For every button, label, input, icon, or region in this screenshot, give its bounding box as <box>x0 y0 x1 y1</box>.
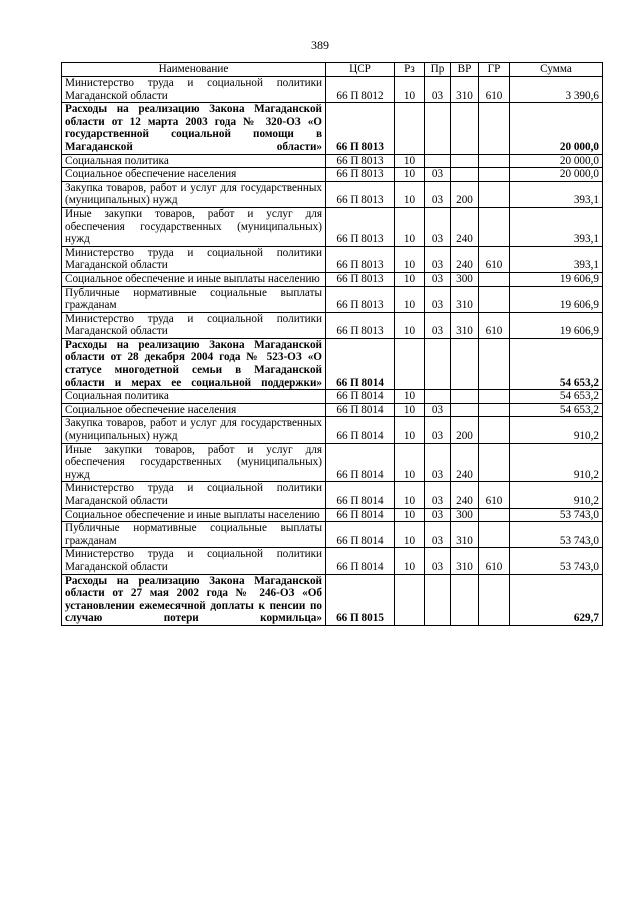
header-rz: Рз <box>395 63 425 77</box>
cell-gr: 610 <box>479 312 510 338</box>
cell-pr: 03 <box>425 508 451 522</box>
cell-rz: 10 <box>395 390 425 404</box>
budget-table <box>61 62 603 626</box>
cell-name: Расходы на реализацию Закона Магаданской области от 27 мая 2002 года № 246-ОЗ «Об установлении ежемесячной доплаты к пенсии по случаю потери кормильца» <box>62 574 326 625</box>
cell-sum: 54 653,2 <box>510 403 603 417</box>
cell-name: Иные закупки товаров, работ и услуг для обеспечения государственных (муниципальных) нужд <box>62 443 326 482</box>
cell-rz <box>395 574 425 625</box>
cell-csr: 66 П 8013 <box>326 246 395 272</box>
cell-name: Социальная политика <box>62 390 326 404</box>
cell-name: Закупка товаров, работ и услуг для государственных (муниципальных) нужд <box>62 181 326 207</box>
cell-gr <box>479 168 510 182</box>
table-row <box>62 168 603 182</box>
cell-csr: 66 П 8013 <box>326 168 395 182</box>
cell-pr: 03 <box>425 417 451 443</box>
header-pr: Пр <box>425 63 451 77</box>
table-row <box>62 246 603 272</box>
cell-sum: 393,1 <box>510 207 603 246</box>
cell-vr <box>451 168 479 182</box>
cell-pr <box>425 103 451 154</box>
cell-name: Социальное обеспечение и иные выплаты населению <box>62 508 326 522</box>
table-row <box>62 403 603 417</box>
cell-pr: 03 <box>425 312 451 338</box>
cell-pr: 03 <box>425 548 451 574</box>
cell-name: Министерство труда и социальной политики Магаданской области <box>62 77 326 103</box>
cell-gr <box>479 508 510 522</box>
cell-pr: 03 <box>425 272 451 286</box>
table-header <box>62 63 603 77</box>
cell-vr: 240 <box>451 443 479 482</box>
cell-csr: 66 П 8014 <box>326 508 395 522</box>
cell-gr <box>479 443 510 482</box>
cell-sum: 53 743,0 <box>510 508 603 522</box>
cell-vr: 200 <box>451 181 479 207</box>
cell-sum: 393,1 <box>510 246 603 272</box>
cell-rz: 10 <box>395 482 425 508</box>
cell-gr: 610 <box>479 77 510 103</box>
table-row <box>62 390 603 404</box>
cell-pr: 03 <box>425 522 451 548</box>
cell-csr: 66 П 8014 <box>326 482 395 508</box>
cell-vr: 240 <box>451 207 479 246</box>
header-sum: Сумма <box>510 63 603 77</box>
cell-rz: 10 <box>395 522 425 548</box>
cell-rz: 10 <box>395 154 425 168</box>
cell-name: Министерство труда и социальной политики Магаданской области <box>62 312 326 338</box>
cell-rz: 10 <box>395 168 425 182</box>
cell-csr: 66 П 8013 <box>326 286 395 312</box>
table-row <box>62 443 603 482</box>
cell-name: Социальное обеспечение и иные выплаты населению <box>62 272 326 286</box>
cell-pr: 03 <box>425 443 451 482</box>
cell-gr <box>479 286 510 312</box>
cell-name: Министерство труда и социальной политики Магаданской области <box>62 482 326 508</box>
cell-sum: 910,2 <box>510 443 603 482</box>
cell-name: Публичные нормативные социальные выплаты гражданам <box>62 286 326 312</box>
cell-gr <box>479 207 510 246</box>
cell-gr: 610 <box>479 482 510 508</box>
cell-gr <box>479 272 510 286</box>
cell-vr: 310 <box>451 312 479 338</box>
table-row <box>62 154 603 168</box>
cell-sum: 54 653,2 <box>510 338 603 389</box>
cell-sum: 20 000,0 <box>510 168 603 182</box>
table-row <box>62 207 603 246</box>
cell-pr: 03 <box>425 168 451 182</box>
cell-gr <box>479 181 510 207</box>
cell-gr <box>479 417 510 443</box>
cell-csr: 66 П 8014 <box>326 390 395 404</box>
cell-rz: 10 <box>395 443 425 482</box>
cell-csr: 66 П 8014 <box>326 417 395 443</box>
cell-pr: 03 <box>425 207 451 246</box>
cell-vr: 300 <box>451 272 479 286</box>
cell-rz: 10 <box>395 403 425 417</box>
cell-pr: 03 <box>425 181 451 207</box>
table-row <box>62 181 603 207</box>
cell-vr: 300 <box>451 508 479 522</box>
cell-rz: 10 <box>395 77 425 103</box>
cell-vr: 240 <box>451 482 479 508</box>
table-body <box>62 77 603 626</box>
cell-name: Социальное обеспечение населения <box>62 403 326 417</box>
cell-pr: 03 <box>425 286 451 312</box>
page-number: 389 <box>311 38 329 52</box>
cell-csr: 66 П 8012 <box>326 77 395 103</box>
cell-csr: 66 П 8013 <box>326 154 395 168</box>
cell-rz: 10 <box>395 548 425 574</box>
cell-vr: 200 <box>451 417 479 443</box>
cell-name: Иные закупки товаров, работ и услуг для обеспечения государственных (муниципальных) нужд <box>62 207 326 246</box>
table-row <box>62 77 603 103</box>
cell-vr: 310 <box>451 77 479 103</box>
cell-rz: 10 <box>395 508 425 522</box>
cell-gr <box>479 390 510 404</box>
cell-vr <box>451 574 479 625</box>
cell-sum: 20 000,0 <box>510 154 603 168</box>
header-csr: ЦСР <box>326 63 395 77</box>
cell-csr: 66 П 8013 <box>326 103 395 154</box>
cell-rz <box>395 103 425 154</box>
cell-pr: 03 <box>425 403 451 417</box>
cell-name: Публичные нормативные социальные выплаты гражданам <box>62 522 326 548</box>
cell-vr: 310 <box>451 548 479 574</box>
cell-rz: 10 <box>395 246 425 272</box>
cell-rz: 10 <box>395 181 425 207</box>
table-row-section <box>62 103 603 154</box>
cell-csr: 66 П 8013 <box>326 272 395 286</box>
cell-gr <box>479 103 510 154</box>
cell-csr: 66 П 8014 <box>326 443 395 482</box>
cell-sum: 3 390,6 <box>510 77 603 103</box>
cell-pr: 03 <box>425 77 451 103</box>
cell-sum: 19 606,9 <box>510 272 603 286</box>
cell-vr: 310 <box>451 522 479 548</box>
cell-gr <box>479 522 510 548</box>
table-row <box>62 508 603 522</box>
cell-rz: 10 <box>395 417 425 443</box>
cell-gr <box>479 338 510 389</box>
cell-gr: 610 <box>479 246 510 272</box>
cell-sum: 910,2 <box>510 417 603 443</box>
cell-pr: 03 <box>425 482 451 508</box>
table-row <box>62 312 603 338</box>
header-gr: ГР <box>479 63 510 77</box>
cell-sum: 19 606,9 <box>510 286 603 312</box>
cell-csr: 66 П 8015 <box>326 574 395 625</box>
cell-sum: 910,2 <box>510 482 603 508</box>
table-row <box>62 482 603 508</box>
cell-pr: 03 <box>425 246 451 272</box>
cell-csr: 66 П 8013 <box>326 181 395 207</box>
header-vr: ВР <box>451 63 479 77</box>
cell-vr <box>451 103 479 154</box>
cell-rz: 10 <box>395 286 425 312</box>
cell-name: Социальное обеспечение населения <box>62 168 326 182</box>
cell-sum: 53 743,0 <box>510 548 603 574</box>
cell-rz: 10 <box>395 312 425 338</box>
table-row-section <box>62 574 603 625</box>
cell-sum: 54 653,2 <box>510 390 603 404</box>
table-row <box>62 548 603 574</box>
cell-name: Расходы на реализацию Закона Магаданской области от 12 марта 2003 года № 320-ОЗ «О государственной социальной помощи в Магаданской области» <box>62 103 326 154</box>
cell-vr: 240 <box>451 246 479 272</box>
cell-csr: 66 П 8013 <box>326 207 395 246</box>
cell-csr: 66 П 8014 <box>326 522 395 548</box>
cell-csr: 66 П 8014 <box>326 403 395 417</box>
cell-name: Расходы на реализацию Закона Магаданской области от 28 декабря 2004 года № 523-ОЗ «О статусе многодетной семьи в Магаданской области и мерах ее социальной поддержки» <box>62 338 326 389</box>
cell-vr: 310 <box>451 286 479 312</box>
cell-pr <box>425 338 451 389</box>
cell-sum: 19 606,9 <box>510 312 603 338</box>
table-row <box>62 522 603 548</box>
cell-vr <box>451 154 479 168</box>
cell-gr: 610 <box>479 548 510 574</box>
cell-vr <box>451 338 479 389</box>
cell-sum: 629,7 <box>510 574 603 625</box>
table-row-section <box>62 338 603 389</box>
cell-vr <box>451 390 479 404</box>
cell-csr: 66 П 8014 <box>326 338 395 389</box>
cell-name: Министерство труда и социальной политики Магаданской области <box>62 548 326 574</box>
cell-name: Министерство труда и социальной политики Магаданской области <box>62 246 326 272</box>
cell-gr <box>479 154 510 168</box>
cell-csr: 66 П 8014 <box>326 548 395 574</box>
table-row <box>62 417 603 443</box>
cell-rz: 10 <box>395 272 425 286</box>
cell-gr <box>479 403 510 417</box>
cell-sum: 20 000,0 <box>510 103 603 154</box>
table-row <box>62 286 603 312</box>
cell-pr <box>425 574 451 625</box>
cell-csr: 66 П 8013 <box>326 312 395 338</box>
cell-vr <box>451 403 479 417</box>
cell-sum: 393,1 <box>510 181 603 207</box>
cell-name: Закупка товаров, работ и услуг для государственных (муниципальных) нужд <box>62 417 326 443</box>
cell-gr <box>479 574 510 625</box>
header-name: Наименование <box>62 63 326 77</box>
cell-sum: 53 743,0 <box>510 522 603 548</box>
cell-rz: 10 <box>395 207 425 246</box>
cell-rz <box>395 338 425 389</box>
cell-pr <box>425 154 451 168</box>
cell-pr <box>425 390 451 404</box>
cell-name: Социальная политика <box>62 154 326 168</box>
table-row <box>62 272 603 286</box>
